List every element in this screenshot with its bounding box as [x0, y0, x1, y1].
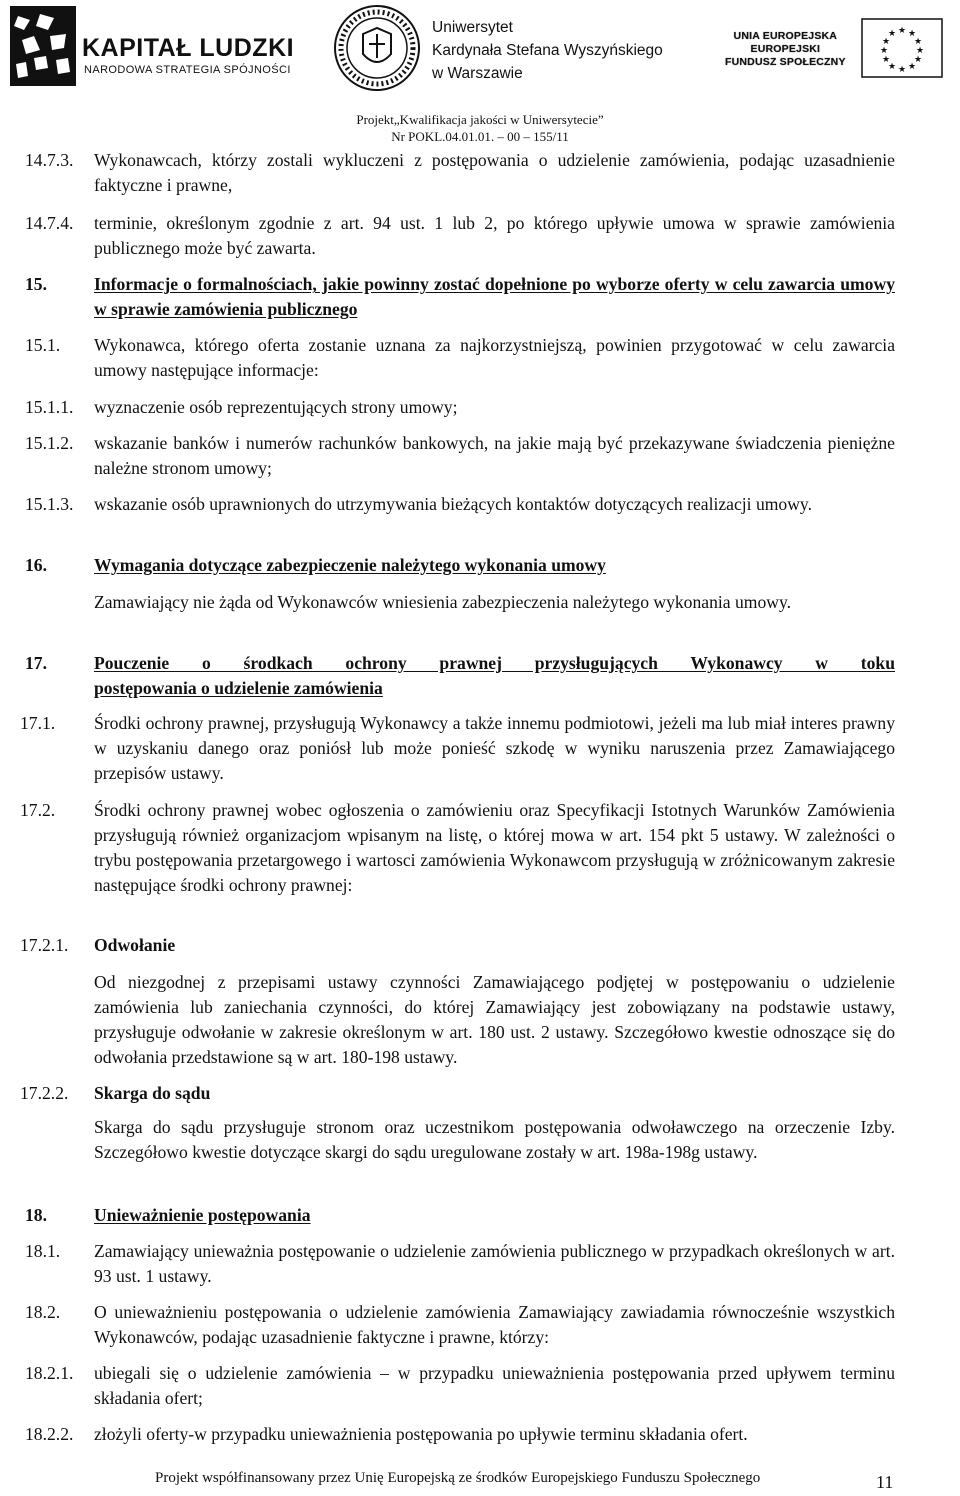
svg-text:★: ★ [915, 46, 925, 56]
section-number: 17.2.1. [20, 935, 69, 955]
section-text: ubiegali się o udzielenie zamówienia – w przypadku unieważnienia postępowania przed upływem terminu składania ofert; [94, 1363, 895, 1408]
svg-text:★: ★ [887, 29, 897, 39]
section-number: 15.1.1. [25, 397, 74, 417]
footer-cofinancing-note: Projekt współfinansowany przez Unię Europejską ze środków Europejskiego Funduszu Społecznego [155, 1470, 761, 1486]
section-number: 14.7.3. [25, 150, 74, 170]
section-heading-line1: Pouczenie o środkach ochrony prawnej przysługujących Wykonawcy w toku [94, 653, 895, 673]
section-text: Środki ochrony prawnej, przysługują Wykonawcy a także innemu podmiotowi, jeżeli ma lub miał interes prawny w uzyskaniu danego oraz poniósł lub może ponieść szkodę w wyniku naruszenia przez Zamawiającego przepisów ustawy. [94, 713, 895, 783]
section-number: 18.1. [25, 1241, 61, 1261]
section-number: 18.2. [25, 1302, 61, 1322]
section-text: Zamawiający unieważnia postępowanie o udzielenie zamówienia publicznego w przypadkach określonych w art. 93 ust. 1 ustawy. [94, 1241, 895, 1286]
project-number: Nr POKL.04.01.01. – 00 – 155/11 [391, 129, 569, 144]
university-name-line2: Kardynała Stefana Wyszyńskiego [432, 42, 663, 59]
section-number: 15.1.3. [25, 494, 74, 514]
svg-text:★: ★ [907, 62, 917, 72]
section-text: wskazanie osób uprawnionych do utrzymywania bieżących kontaktów dotyczących realizacji umowy. [94, 494, 812, 514]
section-number: 15.1. [25, 335, 61, 355]
project-title: Projekt„Kwalifikacja jakości w Uniwersytecie” [356, 112, 604, 127]
svg-text:★: ★ [897, 26, 907, 36]
section-number: 16. [25, 555, 47, 575]
section-number: 17.2. [20, 800, 56, 820]
section-number: 17.2.2. [20, 1083, 69, 1103]
svg-text:★: ★ [879, 46, 889, 56]
svg-text:★: ★ [881, 37, 891, 47]
kapital-ludzki-title: KAPITAŁ LUDZKI [82, 34, 295, 62]
section-heading: Wymagania dotyczące zabezpieczenie należytego wykonania umowy [94, 555, 606, 575]
section-heading: Informacje o formalnościach, jakie powinny zostać dopełnione po wyborze oferty w celu zawarcia umowy w sprawie zamówienia publicznego [94, 274, 895, 319]
eu-label-line3: FUNDUSZ SPOŁECZNY [725, 56, 846, 68]
section-text: Środki ochrony prawnej wobec ogłoszenia o zamówieniu oraz Specyfikacji Istotnych Warunków Zamówienia przysługują również organizacjom wpisanym na listę, o której mowa w art. 154 pkt 5 ustawy. W zależności o trybu postępowania przetargowego i wartosci zamówienia Wykonawcom przysługują w zróżnicowanym zakresie następujące środki ochrony prawnej: [94, 800, 895, 895]
section-text: wskazanie banków i numerów rachunków bankowych, na jakie mają być przekazywane świadczenia pieniężne należne stronom umowy; [94, 433, 895, 478]
section-number: 18.2.2. [25, 1424, 74, 1444]
section-number: 18.2.1. [25, 1363, 74, 1383]
svg-text:★: ★ [913, 37, 923, 47]
svg-text:★: ★ [887, 62, 897, 72]
section-text: O unieważnieniu postępowania o udzielenie zamówienia Zamawiający zawiadamia równocześnie wszystkich Wykonawców, podając uzasadnienie faktyczne i prawne, którzy: [94, 1302, 895, 1347]
section-heading: Odwołanie [94, 935, 176, 955]
section-heading-line2: postępowania o udzielenie zamówienia [94, 678, 383, 698]
section-text: wyznaczenie osób reprezentujących strony umowy; [94, 397, 458, 417]
svg-text:★: ★ [897, 65, 907, 75]
section-number: 18. [25, 1205, 47, 1225]
page-number: 11 [876, 1472, 894, 1492]
section-text: Zamawiający nie żąda od Wykonawców wniesienia zabezpieczenia należytego wykonania umowy. [94, 592, 792, 612]
svg-text:★: ★ [881, 55, 891, 65]
svg-text:★: ★ [913, 55, 923, 65]
section-number: 15.1.2. [25, 433, 74, 453]
section-text: Wykonawcach, którzy zostali wykluczeni z postępowania o udzielenie zamówienia, podając uzasadnienie faktyczne i prawne, [94, 150, 895, 195]
university-name-line1: Uniwersytet [432, 19, 513, 36]
section-text: Wykonawca, którego oferta zostanie uznana za najkorzystniejszą, powinien przygotować w celu zawarcia umowy następujące informacje: [94, 335, 895, 380]
eu-label-line1: UNIA EUROPEJSKA [733, 30, 838, 42]
svg-text:★: ★ [907, 29, 917, 39]
section-text: Od niezgodnej z przepisami ustawy czynności Zamawiającego podjętej w postępowaniu o udzielenie zamówienia lub zaniechania czynności, do której Zamawiający jest zobowiązany na podstawie ustawy, przysługuje odwołanie w zakresie określonym w art. 180 ust. 2 ustawy. Szczegółowo kwestie odnoszące się do odwołania przedstawione są w art. 180-198 ustawy. [94, 972, 895, 1067]
section-number: 14.7.4. [25, 213, 74, 233]
eu-label-line2: EUROPEJSKI [750, 43, 821, 55]
section-number: 17. [25, 653, 47, 673]
section-number: 17.1. [20, 713, 56, 733]
section-text: Skarga do sądu przysługuje stronom oraz uczestnikom postępowania odwoławczego na orzeczenie Izby. Szczegółowo kwestie dotyczące skargi do sądu uregulowane zostały w art. 198a-198g ustawy. [94, 1117, 895, 1162]
section-text: terminie, określonym zgodnie z art. 94 ust. 1 lub 2, po którego upływie umowa w sprawie zamówienia publicznego może być zawarta. [94, 213, 895, 258]
section-heading: Skarga do sądu [94, 1083, 211, 1103]
university-name-line3: w Warszawie [432, 65, 523, 82]
section-text: złożyli oferty-w przypadku unieważnienia postępowania po upływie terminu składania ofert. [94, 1424, 748, 1444]
section-number: 15. [25, 274, 47, 294]
kapital-ludzki-subtitle: NARODOWA STRATEGIA SPÓJNOŚCI [84, 64, 291, 76]
section-heading: Unieważnienie postępowania [94, 1205, 311, 1225]
